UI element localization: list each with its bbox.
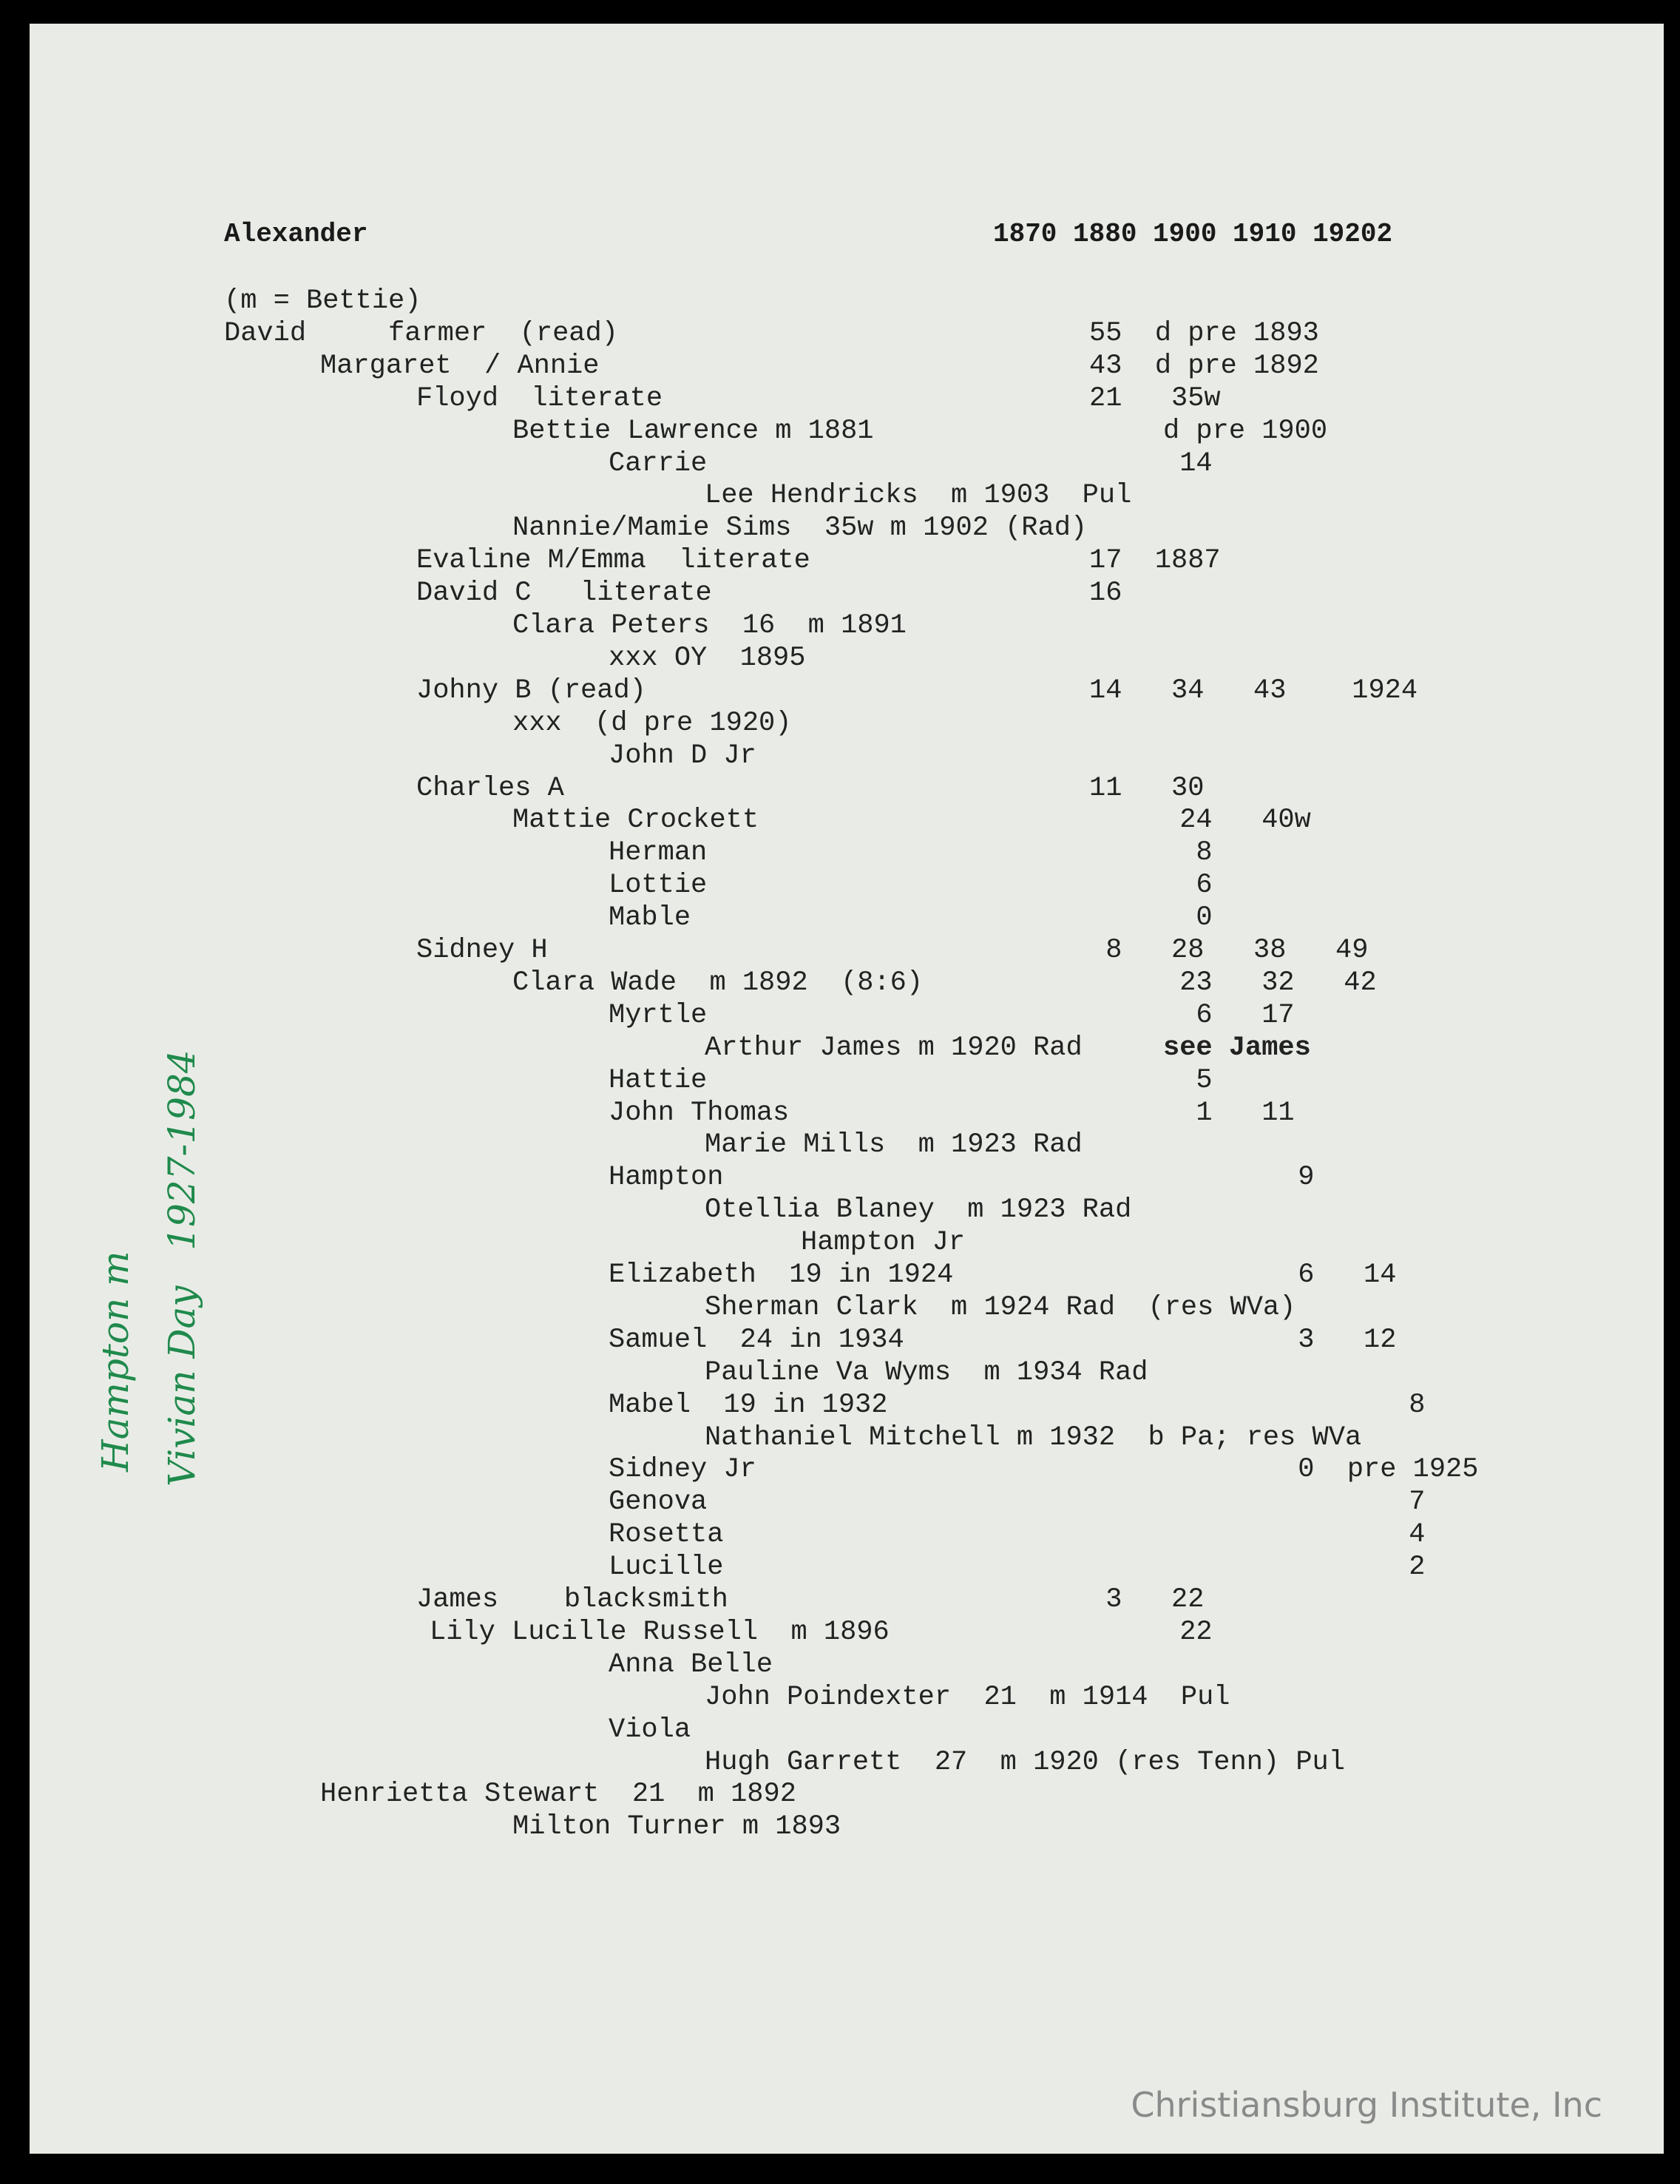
- entry-text: Sidney H: [416, 935, 548, 966]
- census-value: 9: [1281, 1162, 1315, 1194]
- census-value: 23 32 42: [1163, 967, 1377, 998]
- census-value: 8: [1163, 837, 1213, 869]
- census-value: 11 30: [1089, 772, 1205, 804]
- census-value: 8 28 38 49: [1089, 935, 1369, 966]
- surname-heading: Alexander: [224, 219, 368, 249]
- entry-line: [0, 1259, 1680, 1291]
- census-value: 16: [1089, 578, 1122, 609]
- census-value: 21 35w: [1089, 382, 1221, 414]
- entry-line: [0, 609, 1680, 642]
- entry-line: [0, 1389, 1680, 1421]
- entry-line: [0, 1129, 1680, 1161]
- entry-line: [0, 1778, 1680, 1811]
- entry-text: Genova: [609, 1487, 708, 1518]
- entry-text: Charles A: [416, 772, 564, 804]
- census-value: 2: [1392, 1552, 1426, 1583]
- entry-line: [0, 1486, 1680, 1518]
- entry-line: [0, 447, 1680, 480]
- entry-text: Viola: [609, 1714, 691, 1745]
- entry-text: Lottie: [609, 870, 708, 902]
- entry-line: [0, 642, 1680, 675]
- entry-line: [0, 1194, 1680, 1226]
- census-value: 3 12: [1281, 1324, 1397, 1356]
- handwritten-note-line1: Hampton m: [94, 1251, 137, 1472]
- entry-text: Herman: [609, 837, 708, 869]
- census-value: 17 1887: [1089, 545, 1221, 577]
- entry-text: Hampton: [609, 1162, 724, 1194]
- entry-line: [0, 772, 1680, 805]
- entry-line: [0, 1324, 1680, 1356]
- entry-line: [0, 415, 1680, 447]
- entry-line: [0, 285, 1680, 317]
- entry-text: Sherman Clark m 1924 Rad (res WVa): [705, 1291, 1296, 1323]
- census-value: 24 40w: [1163, 805, 1311, 836]
- entry-line: [0, 675, 1680, 707]
- entry-text: Mabel 19 in 1932: [609, 1389, 888, 1421]
- census-value: 8: [1392, 1389, 1426, 1421]
- entry-line: [0, 1356, 1680, 1389]
- entry-text: Hattie: [609, 1064, 708, 1096]
- census-value: 43 d pre 1892: [1089, 350, 1319, 382]
- entry-text: Mattie Crockett: [512, 805, 759, 836]
- entry-line: [0, 1681, 1680, 1714]
- entry-text: Milton Turner m 1893: [512, 1811, 841, 1843]
- entry-line: [0, 707, 1680, 740]
- entry-line: [0, 1518, 1680, 1551]
- entry-line: [0, 1161, 1680, 1194]
- entry-text: John Poindexter 21 m 1914 Pul: [705, 1681, 1230, 1713]
- entry-text: Otellia Blaney m 1923 Rad: [705, 1194, 1132, 1226]
- handwritten-note-line2: Vivian Day 1927-1984: [160, 1049, 203, 1487]
- entry-text: Bettie Lawrence m 1881: [512, 415, 874, 447]
- entry-text: Elizabeth 19 in 1924: [609, 1260, 954, 1291]
- entry-text: Nannie/Mamie Sims 35w m 1902 (Rad): [512, 513, 1088, 544]
- census-value: 7: [1392, 1487, 1426, 1518]
- census-value: 22: [1163, 1616, 1213, 1648]
- entry-text: Mable: [609, 902, 691, 934]
- entry-line: [0, 1453, 1680, 1486]
- entry-line: [0, 1421, 1680, 1454]
- entry-text: Hugh Garrett 27 m 1920 (res Tenn) Pul: [705, 1746, 1345, 1778]
- entry-text: Evaline M/Emma literate: [416, 545, 810, 577]
- entry-text: Carrie: [609, 447, 708, 479]
- entry-line: [0, 577, 1680, 609]
- entry-line: [0, 1064, 1680, 1097]
- census-value: 1 11: [1163, 1097, 1295, 1129]
- entry-text: John D Jr: [609, 740, 756, 771]
- entry-line: [0, 967, 1680, 999]
- census-value: 0: [1163, 902, 1213, 934]
- entry-line: [0, 1811, 1680, 1843]
- entry-line: [0, 1291, 1680, 1324]
- entry-line: [0, 1097, 1680, 1129]
- entry-text: David C literate: [416, 578, 712, 609]
- entry-line: [0, 1032, 1680, 1064]
- entry-text: Myrtle: [609, 999, 708, 1031]
- entry-line: [0, 934, 1680, 967]
- entry-line: [0, 479, 1680, 512]
- entry-text: Rosetta: [609, 1519, 724, 1551]
- entry-text: Arthur James m 1920 Rad: [705, 1032, 1083, 1064]
- entry-line: [0, 1714, 1680, 1746]
- entry-text: Marie Mills m 1923 Rad: [705, 1129, 1083, 1161]
- entry-text: Johny B (read): [416, 675, 646, 706]
- census-value: 55 d pre 1893: [1089, 317, 1319, 349]
- entry-line: [0, 740, 1680, 772]
- entry-text: Margaret / Annie: [320, 350, 600, 382]
- entry-text: Pauline Va Wyms m 1934 Rad: [705, 1356, 1148, 1388]
- census-value: 14: [1163, 447, 1213, 479]
- entry-line: [0, 999, 1680, 1032]
- entry-text: Samuel 24 in 1934: [609, 1324, 904, 1356]
- entry-line: [0, 869, 1680, 902]
- entry-text: Lily Lucille Russell m 1896: [430, 1616, 890, 1648]
- entry-text: Nathaniel Mitchell m 1932 b Pa; res WVa: [705, 1421, 1362, 1453]
- entry-text: John Thomas: [609, 1097, 790, 1129]
- entry-text: David farmer (read): [224, 317, 618, 349]
- entry-line: [0, 1583, 1680, 1616]
- census-value: 4: [1392, 1519, 1426, 1551]
- census-value: 6 14: [1281, 1260, 1397, 1291]
- entry-text: Lucille: [609, 1552, 724, 1583]
- census-value: 6: [1163, 870, 1213, 902]
- entry-text: Clara Peters 16 m 1891: [512, 610, 907, 641]
- watermark: Christiansburg Institute, Inc: [1131, 2085, 1602, 2125]
- entry-line: [0, 836, 1680, 869]
- entry-text: James blacksmith: [416, 1584, 728, 1615]
- entry-line: [0, 382, 1680, 415]
- entry-line: [0, 350, 1680, 382]
- entry-line: [0, 544, 1680, 577]
- census-value: 3 22: [1089, 1584, 1205, 1615]
- census-value: 6 17: [1163, 999, 1295, 1031]
- census-value: 0 pre 1925: [1281, 1454, 1479, 1486]
- entry-text: Sidney Jr: [609, 1454, 756, 1486]
- entry-line: [0, 902, 1680, 934]
- entry-text: Henrietta Stewart 21 m 1892: [320, 1779, 796, 1811]
- entry-text: Hampton Jr: [801, 1227, 966, 1259]
- census-value: see James: [1163, 1032, 1311, 1064]
- census-value: d pre 1900: [1163, 415, 1328, 447]
- entry-text: (m = Bettie): [224, 285, 421, 317]
- entry-line: [0, 1649, 1680, 1681]
- entry-text: Anna Belle: [609, 1649, 773, 1680]
- entry-line: [0, 317, 1680, 350]
- entry-line: [0, 804, 1680, 836]
- entry-line: [0, 1746, 1680, 1779]
- entry-text: xxx (d pre 1920): [512, 707, 792, 739]
- entry-text: Floyd literate: [416, 382, 663, 414]
- entry-line: [0, 1551, 1680, 1583]
- census-value: 14 34 43 1924: [1089, 675, 1418, 706]
- entry-text: xxx OY 1895: [609, 642, 806, 674]
- entry-line: [0, 1616, 1680, 1649]
- census-value: 5: [1163, 1064, 1213, 1096]
- census-years-header: 1870 1880 1900 1910 19202: [993, 219, 1393, 249]
- entry-text: Clara Wade m 1892 (8:6): [512, 967, 924, 998]
- entry-text: Lee Hendricks m 1903 Pul: [705, 480, 1132, 512]
- entry-line: [0, 1226, 1680, 1259]
- entry-line: [0, 512, 1680, 544]
